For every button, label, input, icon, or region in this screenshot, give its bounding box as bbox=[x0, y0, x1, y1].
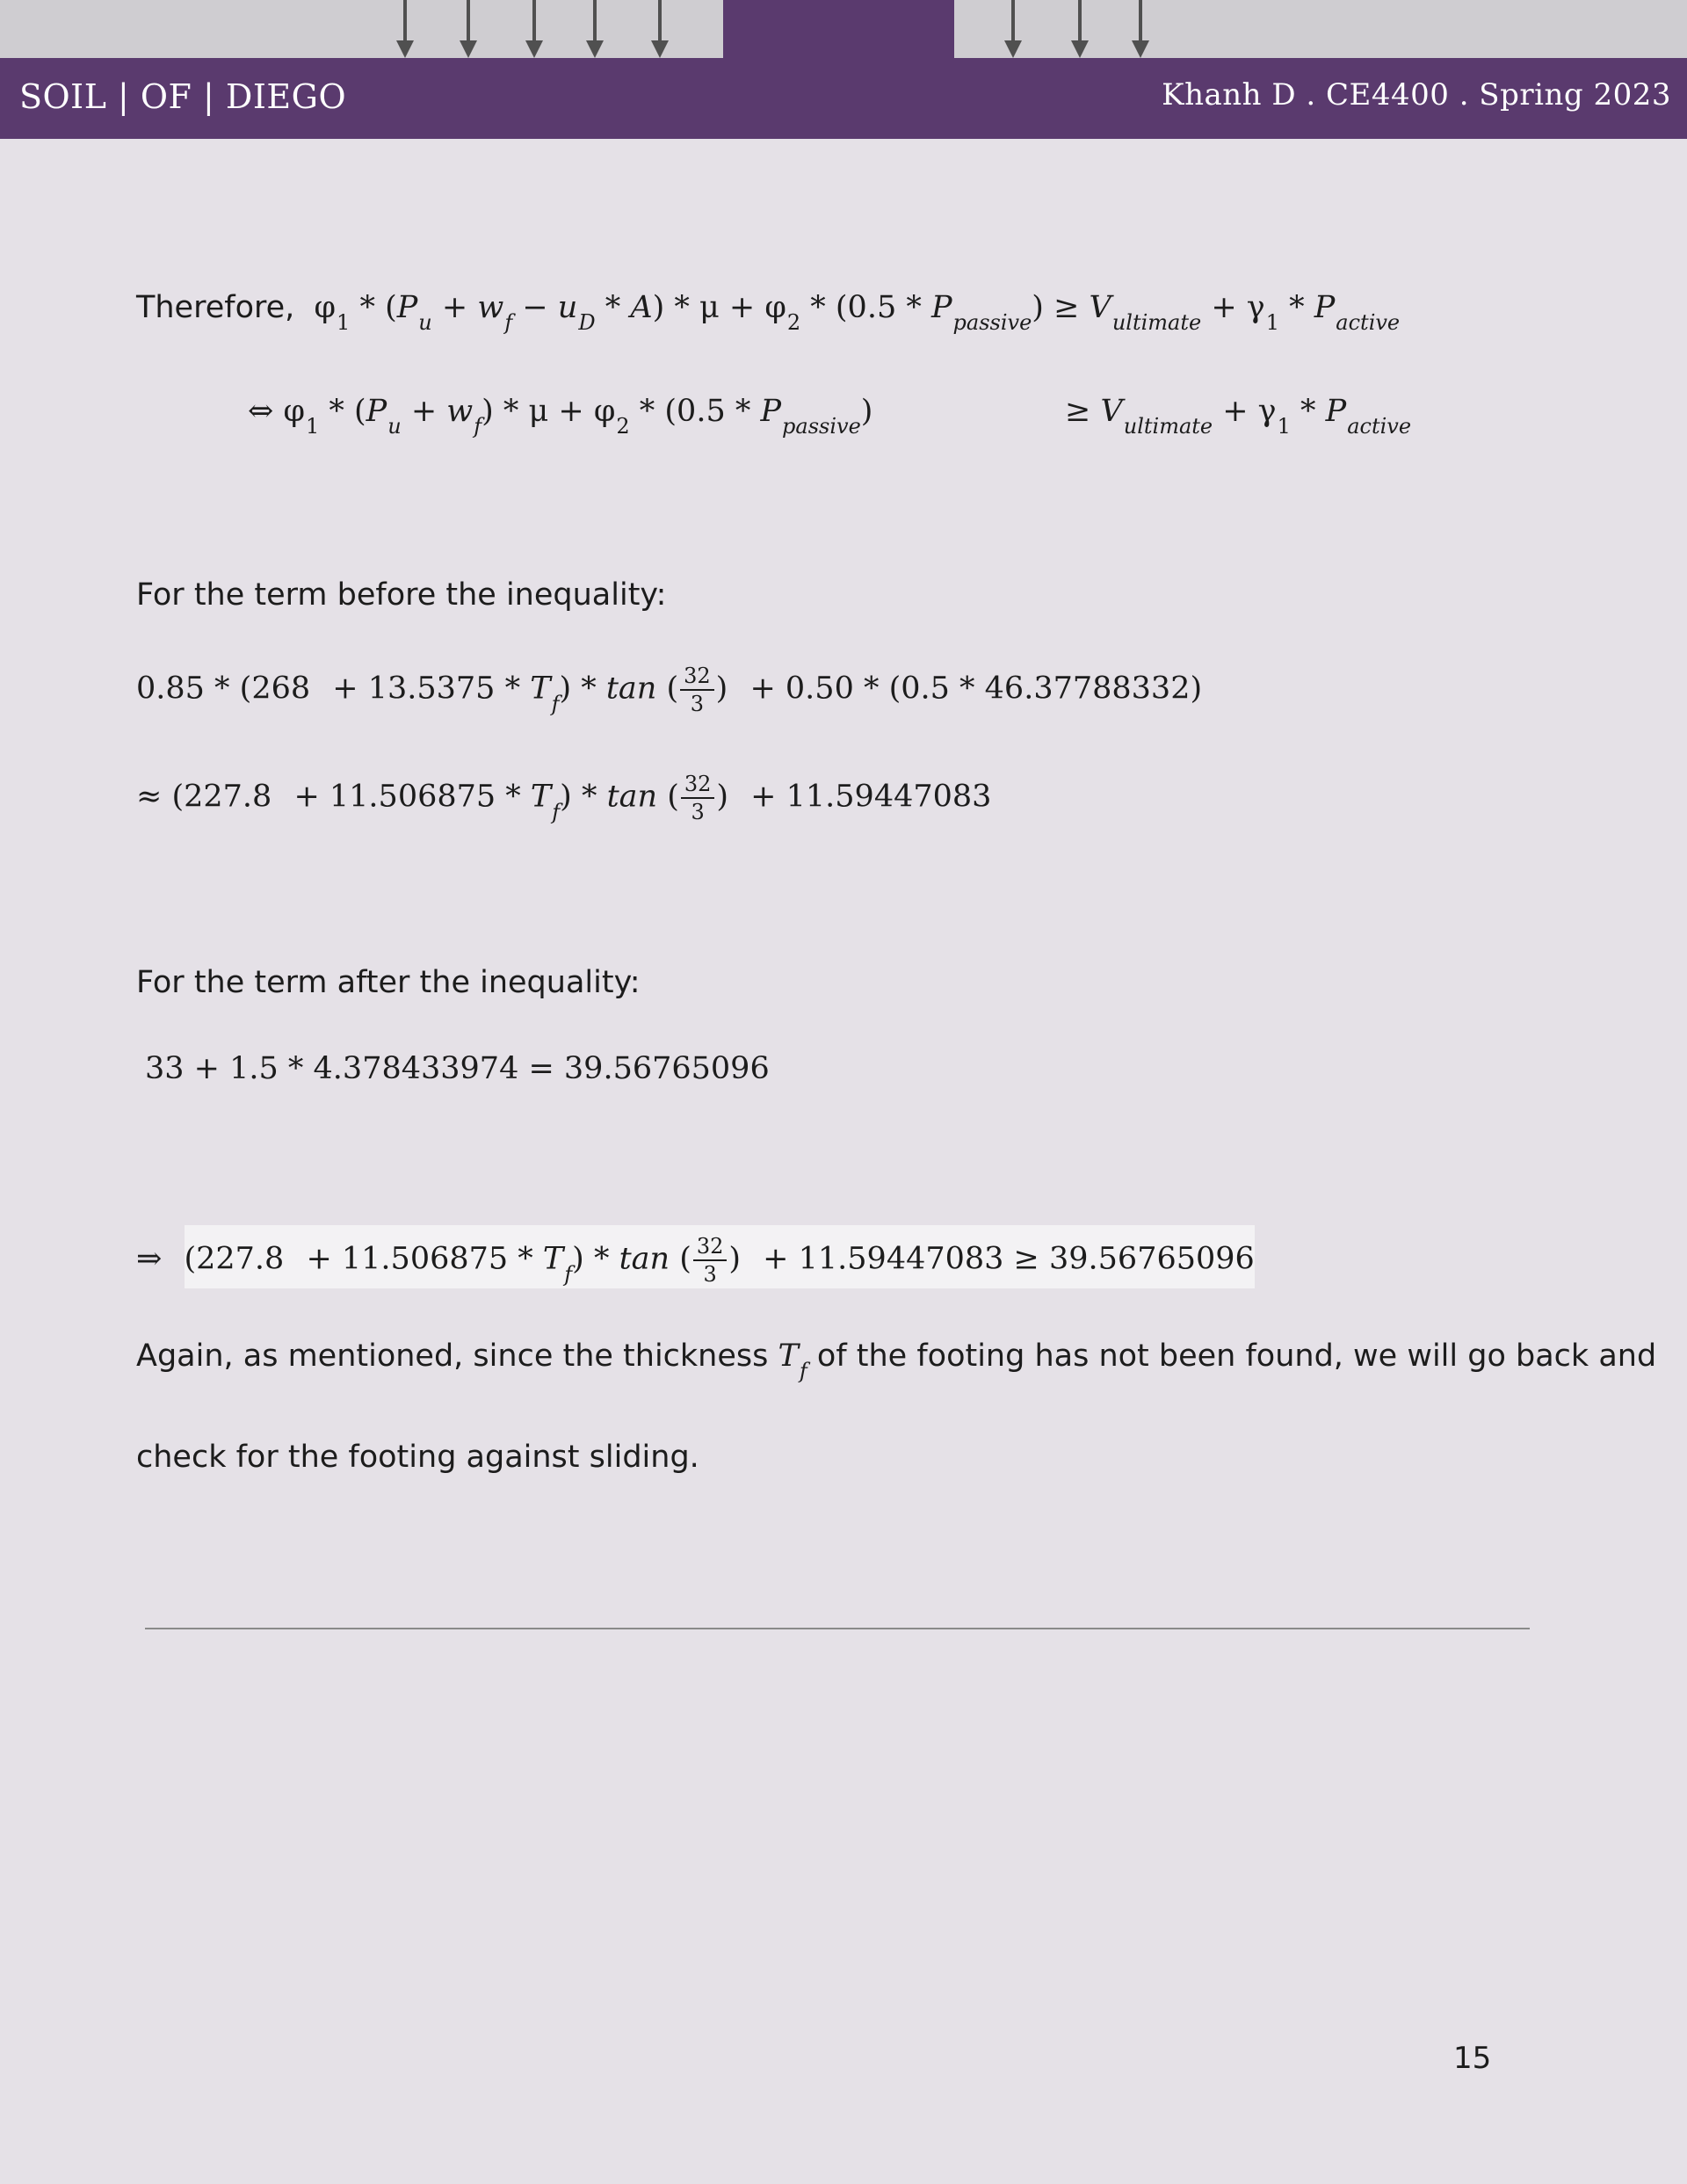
down-arrow-icon bbox=[396, 0, 414, 58]
down-arrow-icon bbox=[1071, 0, 1089, 58]
closing-line-1 bbox=[136, 1339, 1657, 1383]
equation-equivalent-rhs: ≥ $V_{ultimate} + \gamma_1 * P_{active}$ bbox=[1065, 394, 1412, 439]
therefore-label: Therefore, bbox=[136, 290, 295, 325]
header-notch bbox=[723, 0, 954, 60]
page-number: 15 bbox=[1453, 2041, 1492, 2076]
equation-after: 33 + 1.5 * 4.378433974 = 39.56765096 bbox=[145, 1051, 770, 1086]
down-arrow-icon bbox=[1132, 0, 1149, 58]
down-arrow-icon bbox=[651, 0, 669, 58]
author-course: Khanh D . CE4400 . Spring 2023 bbox=[1162, 77, 1671, 112]
down-arrow-icon bbox=[586, 0, 604, 58]
closing-text-end: of the footing has not been found, we will go back and bbox=[816, 1339, 1657, 1374]
equation-therefore bbox=[136, 290, 1401, 335]
text-term-after: For the term after the inequality: bbox=[136, 965, 641, 1000]
text-term-before: For the term before the inequality: bbox=[136, 577, 667, 613]
closing-text-start: Again, as mentioned, since the thickness bbox=[136, 1339, 769, 1374]
fraction: $\frac{32}{3}$ bbox=[681, 773, 715, 823]
equation-result: ⇒ $(227.8 + 11.506875 * T_f) * \tan$ ( $\frac{32}{3}$ ) + 11.59447083 ≥ 39.56765096 bbox=[136, 1234, 1255, 1287]
fraction: $\frac{32}{3}$ bbox=[680, 665, 714, 715]
down-arrow-icon bbox=[525, 0, 543, 58]
header-bar bbox=[0, 58, 1687, 139]
equation-equivalent: ⇔ $\varphi_1 * (P_u + w_f) * \mu + \varphi_2 * (0.5 * P_{passive})$ bbox=[248, 394, 873, 439]
equation-before-1: $0.85 * (268 + 13.5375 * T_f) * \tan$ ( $\frac{32}{3}$ ) + 0.50 * (0.5 * 46.37788332) bbox=[136, 664, 1203, 716]
down-arrow-icon bbox=[1004, 0, 1022, 58]
fraction: $\frac{32}{3}$ bbox=[693, 1236, 728, 1285]
brand-title: SOIL | OF | DIEGO bbox=[19, 77, 347, 116]
equation-therefore-expr: $\varphi_1 * (P_u + w_f - u_D * A) * \mu + \varphi_2 * (0.5 * P_{passive}) \ge V_{ultimate} + \gamma_1 * P_{active}$ bbox=[304, 290, 1401, 335]
down-arrow-icon bbox=[460, 0, 477, 58]
closing-line-2: check for the footing against sliding. bbox=[136, 1440, 699, 1475]
equation-before-2: ≈ $(227.8 + 11.506875 * T_f) * \tan$ ( $\frac{32}{3}$ ) + 11.59447083 bbox=[136, 772, 992, 824]
divider bbox=[145, 1628, 1530, 1629]
thickness-symbol: $T_f$ bbox=[778, 1339, 807, 1383]
